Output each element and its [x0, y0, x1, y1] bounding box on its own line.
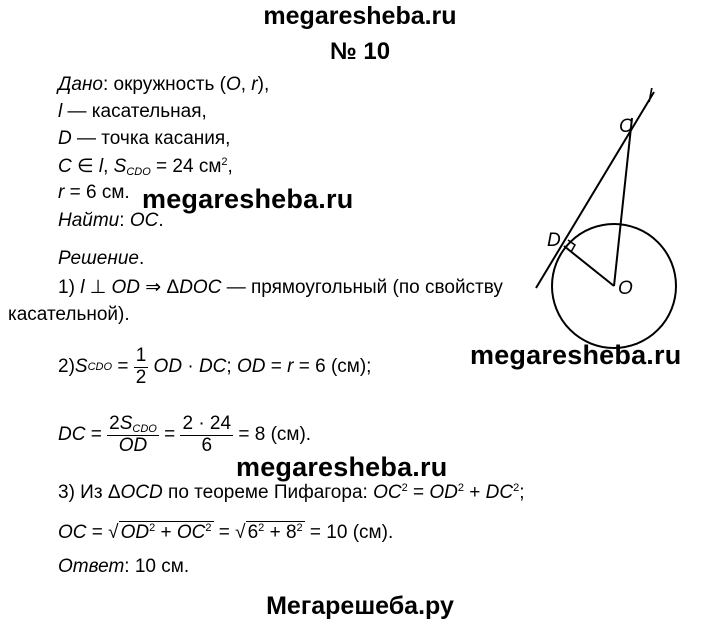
answer-text: : 10 см.: [124, 556, 190, 577]
op: +: [155, 522, 177, 543]
var-od: OD: [120, 522, 150, 543]
var-l: l: [58, 101, 63, 122]
sep: :: [119, 210, 130, 231]
step-1-line-1: [58, 276, 503, 299]
exponent: 2: [296, 522, 303, 534]
step-text: = 6 (см);: [293, 356, 372, 378]
num: 6: [247, 522, 259, 543]
sep: ,: [103, 156, 114, 177]
exponent: 2: [457, 482, 464, 494]
header-site: megaresheba.ru: [263, 2, 457, 30]
coef: 2: [109, 413, 120, 434]
given-text: — точка касания,: [71, 128, 231, 149]
dc-line: [58, 414, 311, 457]
var-oc: OC: [58, 522, 87, 543]
sep: ,: [240, 74, 252, 95]
step-1-line-2: [8, 304, 130, 326]
denominator: 2: [135, 366, 147, 388]
numerator: 2 · 24: [182, 413, 232, 435]
numerator: [107, 414, 159, 436]
num: 8: [285, 522, 297, 543]
var-od: OD: [236, 356, 266, 378]
solution-label: Решение: [58, 248, 139, 269]
sep: ;: [519, 482, 525, 503]
label-d: D: [547, 230, 561, 251]
given-line-5: [58, 182, 130, 204]
var-d: D: [58, 128, 72, 149]
label-o: O: [618, 278, 633, 299]
var-s: S: [74, 356, 88, 378]
footer-site: Мегарешеба.ру: [266, 592, 454, 620]
answer-line: [58, 556, 189, 578]
answer-label: Ответ: [58, 556, 125, 577]
given-text: = 24 см: [150, 156, 222, 177]
var-r: r: [58, 182, 65, 203]
step-text: = 10 (см).: [304, 522, 394, 543]
watermark: megaresheba.ru: [236, 452, 448, 482]
problem-number: № 10: [329, 38, 391, 65]
fraction-half: [134, 346, 149, 389]
var-l: l: [98, 156, 104, 177]
solution-label-line: [58, 248, 144, 270]
given-line-3: [58, 128, 230, 150]
step-text: по теореме Пифагора:: [162, 482, 374, 503]
fraction-area: [107, 414, 159, 457]
op: ·: [182, 356, 199, 378]
given-line-4: [58, 155, 233, 178]
var-dc: DC: [485, 482, 514, 503]
exponent: 2: [205, 522, 212, 534]
step-text: 2): [58, 356, 75, 378]
var-od: OD: [111, 277, 141, 298]
op: =: [112, 356, 134, 378]
tangent-line: [536, 92, 654, 288]
var-dc: DC: [58, 424, 86, 446]
step-text: касательной).: [8, 304, 130, 325]
given-label: Дано: [58, 74, 103, 95]
var-r: r: [251, 74, 258, 95]
var-o: O: [225, 74, 241, 95]
given-line-1: [58, 74, 269, 96]
exponent: 2: [258, 522, 265, 534]
var-od: OD: [148, 356, 183, 378]
op: =: [265, 356, 288, 378]
var-doc: DOC: [179, 277, 222, 298]
sep: .: [158, 210, 164, 231]
oc-line: [58, 522, 393, 544]
var-oc: OC: [373, 482, 402, 503]
op: = √: [86, 522, 119, 543]
label-l: l: [648, 86, 653, 107]
find-line: [58, 210, 164, 232]
var-l: l: [80, 277, 85, 298]
subscript: CDO: [132, 423, 157, 435]
denominator: 6: [201, 434, 213, 456]
var-c: C: [58, 156, 72, 177]
subscript: CDO: [126, 166, 151, 178]
step-text: 1): [58, 277, 81, 298]
exponent: 2: [221, 156, 228, 168]
op: =: [158, 424, 181, 446]
exponent: 2: [149, 522, 156, 534]
op: ⇒ Δ: [140, 277, 180, 298]
op: ⊥: [84, 277, 112, 298]
step-text: — прямоугольный (по свойству: [221, 277, 503, 298]
step-text: = 8 (см).: [233, 424, 312, 446]
op: +: [264, 522, 286, 543]
op: =: [407, 482, 430, 503]
numerator: 1: [135, 345, 147, 366]
var-ocd: OCD: [120, 482, 163, 503]
var-s: S: [113, 156, 127, 177]
given-text: ,: [227, 156, 233, 177]
denominator: OD: [118, 435, 148, 457]
var-oc: OC: [129, 210, 159, 231]
sep: ;: [226, 356, 237, 378]
op: +: [463, 482, 486, 503]
subscript: CDO: [87, 361, 113, 374]
given-text: = 6 см.: [64, 182, 130, 203]
given-text: : окружность (: [102, 74, 226, 95]
geometry-figure: [520, 80, 720, 370]
op: =: [85, 424, 108, 446]
radical-2: [246, 521, 305, 543]
sep: .: [138, 248, 145, 269]
watermark: megaresheba.ru: [142, 184, 354, 214]
radical-1: [119, 521, 214, 543]
var-dc: DC: [198, 356, 227, 378]
find-label: Найти: [58, 210, 120, 231]
var-oc: OC: [176, 522, 206, 543]
given-text: ),: [257, 74, 270, 95]
var-od: OD: [429, 482, 458, 503]
given-line-2: [58, 101, 207, 123]
label-c: C: [619, 116, 633, 137]
exponent: 2: [401, 482, 408, 494]
step-2-line: [58, 346, 371, 389]
op: ∈: [71, 156, 99, 177]
given-text: — касательная,: [62, 101, 207, 122]
exponent: 2: [513, 482, 520, 494]
fraction-numeric: [180, 414, 233, 457]
var-r: r: [287, 356, 294, 378]
step-3-line: [58, 482, 525, 504]
var-s: S: [119, 413, 133, 434]
op: = √: [213, 522, 246, 543]
watermark: megaresheba.ru: [470, 340, 682, 370]
step-text: 3) Из Δ: [58, 482, 121, 503]
